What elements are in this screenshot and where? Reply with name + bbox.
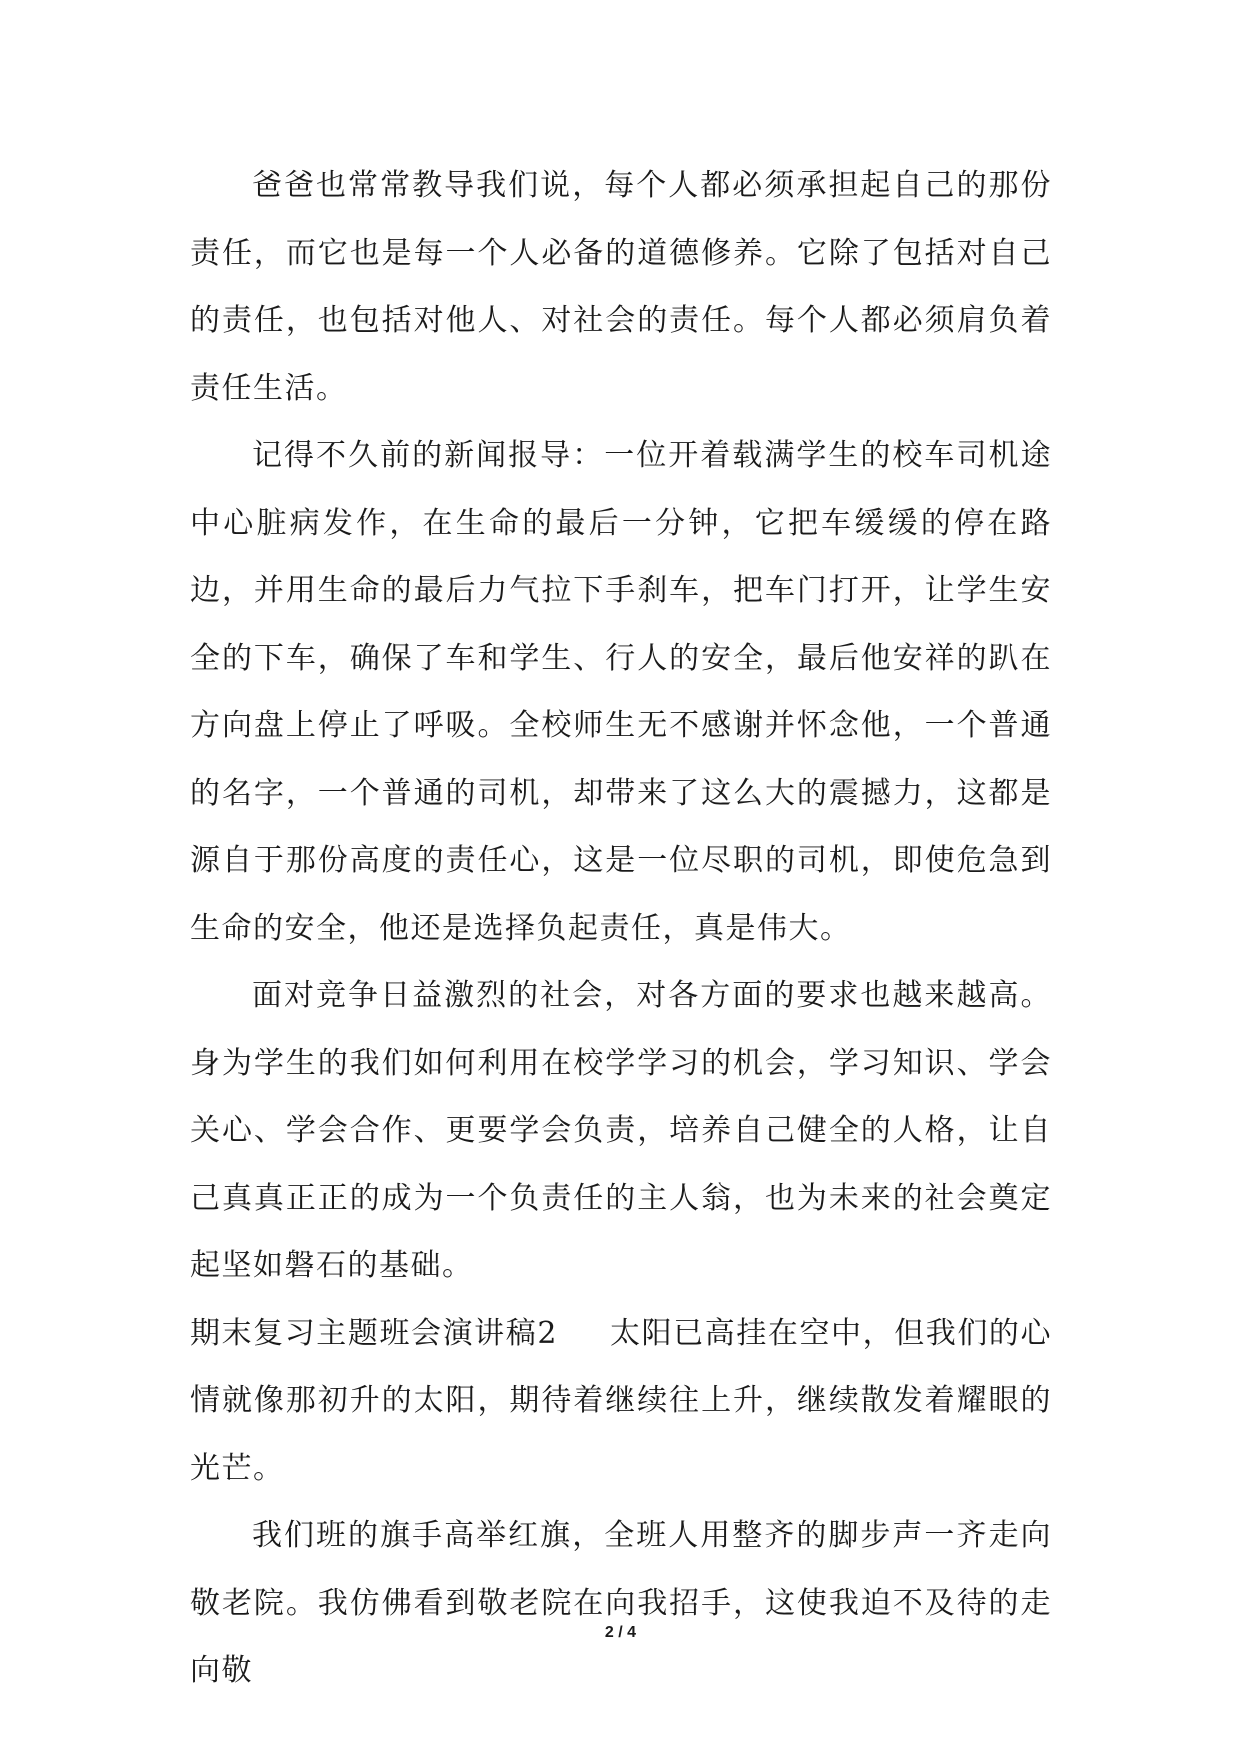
paragraph-nursing-home: 我们班的旗手高举红旗，全班人用整齐的脚步声一齐走向敬老院。我仿佛看到敬老院在向我招手，这使我迫不及待的走向敬 — [190, 1518, 1052, 1688]
section-heading-line — [190, 1300, 1052, 1503]
section-first-text: 太阳已高挂在空中，但我们的心情就像那初升的太阳，期待着继续往上升，继续散发着耀眼的光芒。 — [190, 1315, 1053, 1486]
paragraph-competition: 面对竞争日益激烈的社会，对各方面的要求也越来越高。身为学生的我们如何利用在校学学习的机会，学习知识、学会关心、学会合作、更要学会负责，培养自己健全的人格，让自己真真正正的成为一个负责任的主人翁，也为未来的社会奠定起坚如磐石的基础。 — [190, 978, 1052, 1283]
document-body — [190, 152, 1052, 1705]
section-title: 期末复习主题班会演讲稿2 — [190, 1315, 558, 1351]
page-number: 2 / 4 — [604, 1624, 637, 1641]
paragraph-news-report: 记得不久前的新闻报导：一位开着载满学生的校车司机途中心脏病发作，在生命的最后一分钟，它把车缓缓的停在路边，并用生命的最后力气拉下手刹车，把车门打开，让学生安全的下车，确保了车和学生、行人的安全，最后他安祥的趴在方向盘上停止了呼吸。全校师生无不感谢并怀念他，一个普通的名字，一个普通的司机，却带来了这么大的震撼力，这都是源自于那份高度的责任心，这是一位尽职的司机，即使危急到生命的安全，他还是选择负起责任，真是伟大。 — [190, 438, 1052, 946]
paragraph-responsibility: 爸爸也常常教导我们说，每个人都必须承担起自己的那份责任，而它也是每一个人必备的道德修养。它除了包括对自己的责任，也包括对他人、对社会的责任。每个人都必须肩负着责任生活。 — [190, 168, 1052, 406]
